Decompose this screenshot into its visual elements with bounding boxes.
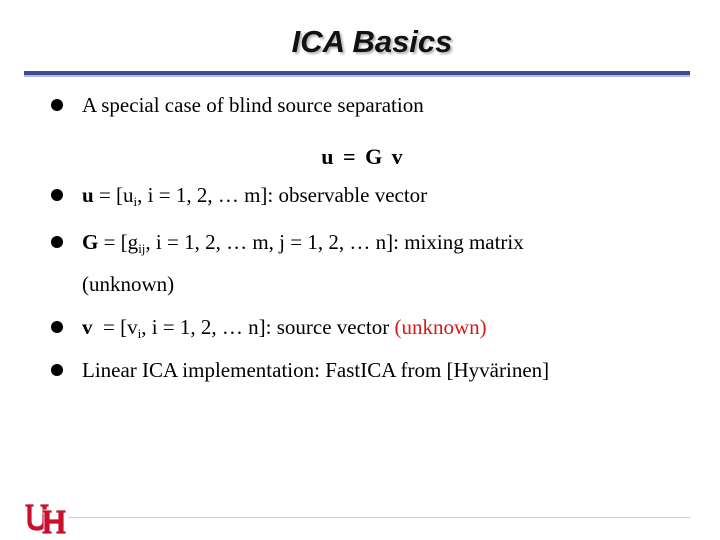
bullet-dot xyxy=(51,189,63,201)
bullet-1-text: A special case of blind source separation xyxy=(82,93,424,117)
slide-title: ICA Basics xyxy=(291,24,453,59)
equation: u = G v xyxy=(321,144,405,169)
bullet-2-pre: = [u xyxy=(93,183,134,207)
unknown-label: (unknown) xyxy=(394,315,487,339)
uh-logo-icon xyxy=(24,498,66,540)
bullet-text xyxy=(82,95,424,116)
footer-rule xyxy=(68,517,690,518)
variable-v: v xyxy=(82,315,93,339)
bullet-4-pre: = [v xyxy=(92,315,138,339)
bullet-4-post: , i = 1, 2, … n]: source vector xyxy=(141,315,395,339)
bullet-3-continuation-text: (unknown) xyxy=(82,272,175,296)
variable-u: u xyxy=(82,183,94,207)
bullet-5-text: Linear ICA implementation: FastICA from [Hyvärinen] xyxy=(82,358,550,382)
bullet-text xyxy=(82,360,549,381)
bullet-dot xyxy=(51,364,63,376)
variable-g: G xyxy=(82,230,99,254)
bullet-3-sub: ij xyxy=(138,241,146,256)
bullet-4-sub: i xyxy=(137,326,142,341)
bullet-3-pre: = [g xyxy=(98,230,139,254)
bullet-dot xyxy=(51,236,63,248)
bullet-text xyxy=(82,183,428,209)
bullet-text xyxy=(82,315,487,341)
bullet-3-continuation xyxy=(82,274,174,295)
bullet-2-sub: i xyxy=(133,194,138,209)
title-underline-shadow xyxy=(24,75,690,77)
bullet-dot xyxy=(51,321,63,333)
bullet-2-post: , i = 1, 2, … m]: observable vector xyxy=(137,183,428,207)
bullet-3-post: , i = 1, 2, … m, j = 1, 2, … n]: mixing matrix xyxy=(145,230,524,254)
bullet-dot xyxy=(51,99,63,111)
bullet-text xyxy=(82,230,524,256)
